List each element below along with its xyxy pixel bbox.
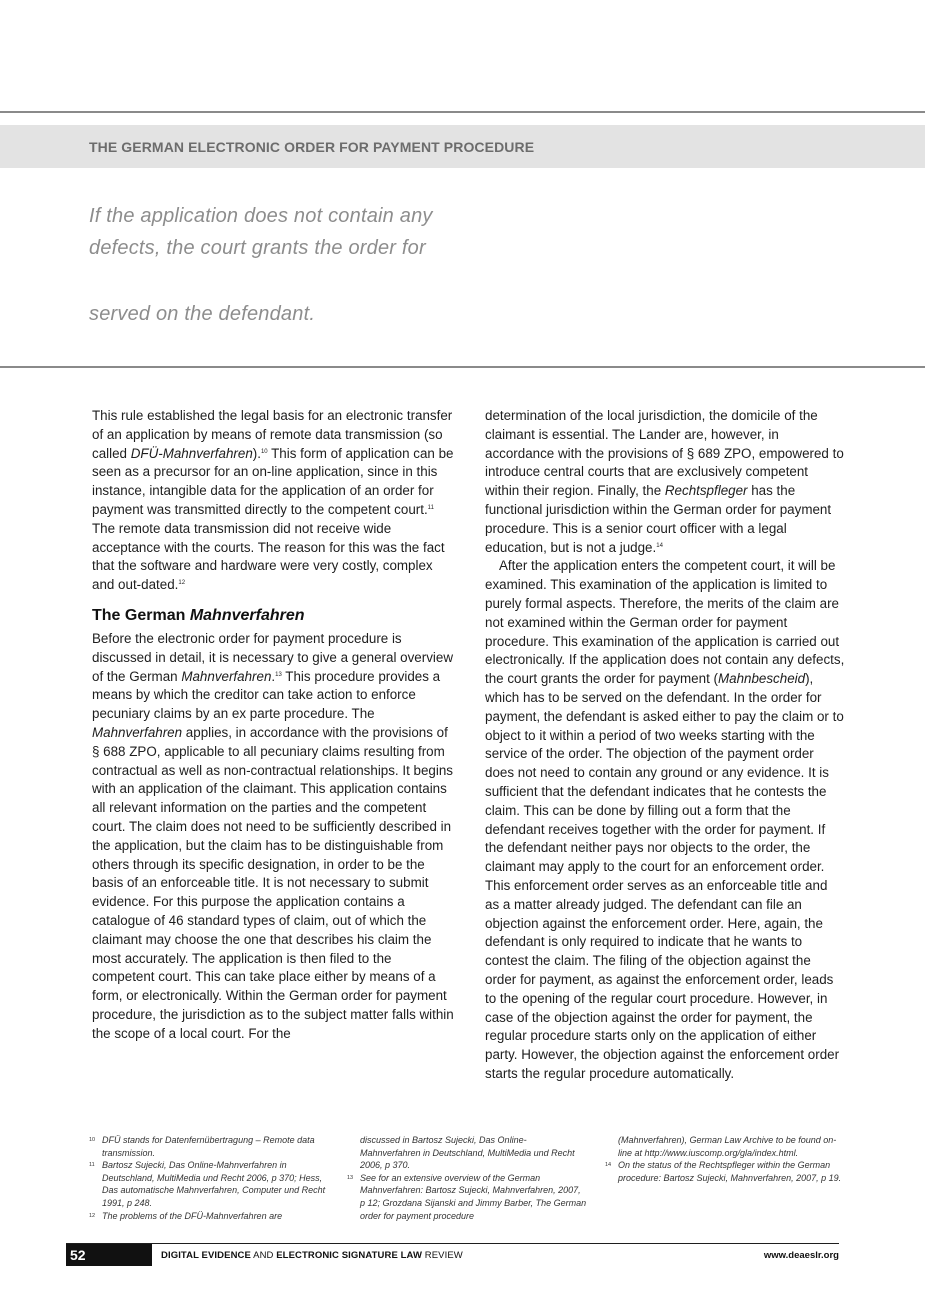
paragraph: determination of the local jurisdiction, the domicile of the claimant is essential. The Lander are, however, in accordance with the provisions of § 689 ZPO, empowered to introduce central courts that are exclusively competent within their region. Finally, the Rechtspfleger has the functional jurisdiction within the German order for payment procedure. This is a senior court officer with a legal education, but is not a judge.$^{14}$ [485,408,844,555]
footnote: 11 Bartosz Sujecki, Das Online-Mahnverfahren in Deutschland, MultiMedia und Recht 2006, p 370; Hess, Das automatische Mahnverfahren, Computer und Recht 1991, p 248. [89,1160,326,1208]
footnotes-col-1 [89,1134,337,1222]
footnote-ref: 10 [260,448,268,455]
footnote: 10 DFÜ stands for Datenfernübertragung – Remote data transmission. [89,1135,315,1158]
footnotes-col-2 [347,1134,587,1222]
footnote: discussed in Bartosz Sujecki, Das Online-Mahnverfahren in Deutschland, MultiMedia und Recht 2006, p 370. [360,1135,575,1171]
pull-quote-line-2: defects, the court grants the order for [89,237,426,259]
paragraph: Before the electronic order for payment procedure is discussed in detail, it is necessary to give a general overview of the German Mahnverfahren.$^{13}$ This procedure provides a means by which the creditor can take action to enforce pecuniary claims by an ex parte procedure. The Mahnverfahren applies, in accordance with the provisions of § 688 ZPO, applicable to all pecuniary claims resulting from contractual as well as non-contractual relationships. It begins with an application of the claimant. This application contains all relevant information on the parties and the competent court. The claim does not need to be sufficiently described in the application, but the claim has to be distinguishable from others through its specific designation, in order to be the basis of an enforceable title. It is not necessary to submit evidence. For this purpose the application contains a catalogue of 46 standard types of claim, out of which the claimant may choose the one that describes his claim the most accurately. The application is then filed to the competent court. This can take place either by means of a form, or electronically. Within the German order for payment procedure, the jurisdiction as to the subject matter falls within the scope of a local court. For the [92,630,454,1041]
left-column [92,407,454,1044]
section-heading: The German Mahnverfahren [92,606,305,624]
term-dfu-mahnverfahren: DFÜ-Mahnverfahren [130,445,253,461]
paragraph: After the application enters the competent court, it will be examined. This examination of the application is limited to purely formal aspects. Therefore, the merits of the claim are not examined within the German order for payment procedure. This examination of the application is carried out electronically. If the application does not contain any defects, the court grants the order for payment (Mahnbescheid), which has to be served on the defendant. In the order for payment, the defendant is asked either to pay the claim or to object to it within a period of two weeks starting with the service of the order. The objection of the payment order does not need to contain any ground or any evidence. It is sufficient that the defendant indicates that he contests the claim. This can be done by filling out a form that the defendant receives together with the order for payment. If the defendant neither pays nor objects to the order, the claimant may apply to the court for an enforcement order. This enforcement order serves as an enforceable title and as a matter already judged. The defendant can file an objection against the enforcement order. Here, again, the defendant is only required to indicate that he wants to contest the claim. The filing of the objection against the order for payment, as against the enforcement order, leads to the opening of the regular court procedure. However, in case of the objection against the order for payment, the regular procedure starts only on the application of either party. However, the objection against the enforcement order starts the regular procedure automatically. [485,558,845,1081]
footnote-ref: 13 [275,671,282,678]
journal-name: DIGITAL EVIDENCE AND ELECTRONIC SIGNATURE LAW REVIEW [161,1250,463,1261]
footer-rule [66,1243,839,1244]
top-rule [0,111,925,113]
footnote: 13 See for an extensive overview of the German Mahnverfahren: Bartosz Sujecki, Mahnverfahren, 2007, p 12; Grozdana Sijanski and Jimmy Barber, The German order for payment procedure [347,1172,587,1221]
right-column [485,407,845,1084]
paragraph: This rule established the legal basis for an electronic transfer of an application by means of remote data transmission (so called DFÜ-Mahnverfahren).$^{10}$ This form of application can be seen as a precursor for an on-line application, since in this instance, intangible data for the application of an order for payment was transmitted directly to the competent court.$^{11}$ The remote data transmission did not receive wide acceptance with the courts. The reason for this was the fact that the software and hardware were very costly, complex and out-dated.$^{12}$ [92,408,454,593]
footnote-ref: 11 [427,504,434,511]
section-title: THE GERMAN ELECTRONIC ORDER FOR PAYMENT PROCEDURE [89,139,535,155]
pull-quote-bottom-rule [0,366,925,368]
footnotes-col-3 [605,1134,845,1184]
footnote: 12 The problems of the DFÜ-Mahnverfahren are [89,1210,283,1221]
pull-quote-line-3: served on the defendant. [89,303,316,325]
footnote-ref: 12 [178,580,186,587]
footnote: (Mahnverfahren), German Law Archive to be found on-line at http://www.iuscomp.org/gla/index.html. [618,1135,837,1158]
website-link[interactable]: www.deaeslr.org [763,1250,839,1261]
footnote: 14 On the status of the Rechtspfleger within the German procedure: Bartosz Sujecki, Mahnverfahren, 2007, p 19. [605,1160,842,1183]
page-number: 52 [66,1244,152,1266]
pull-quote-line-1: If the application does not contain any [89,205,433,227]
footnote-ref: 14 [656,542,663,549]
